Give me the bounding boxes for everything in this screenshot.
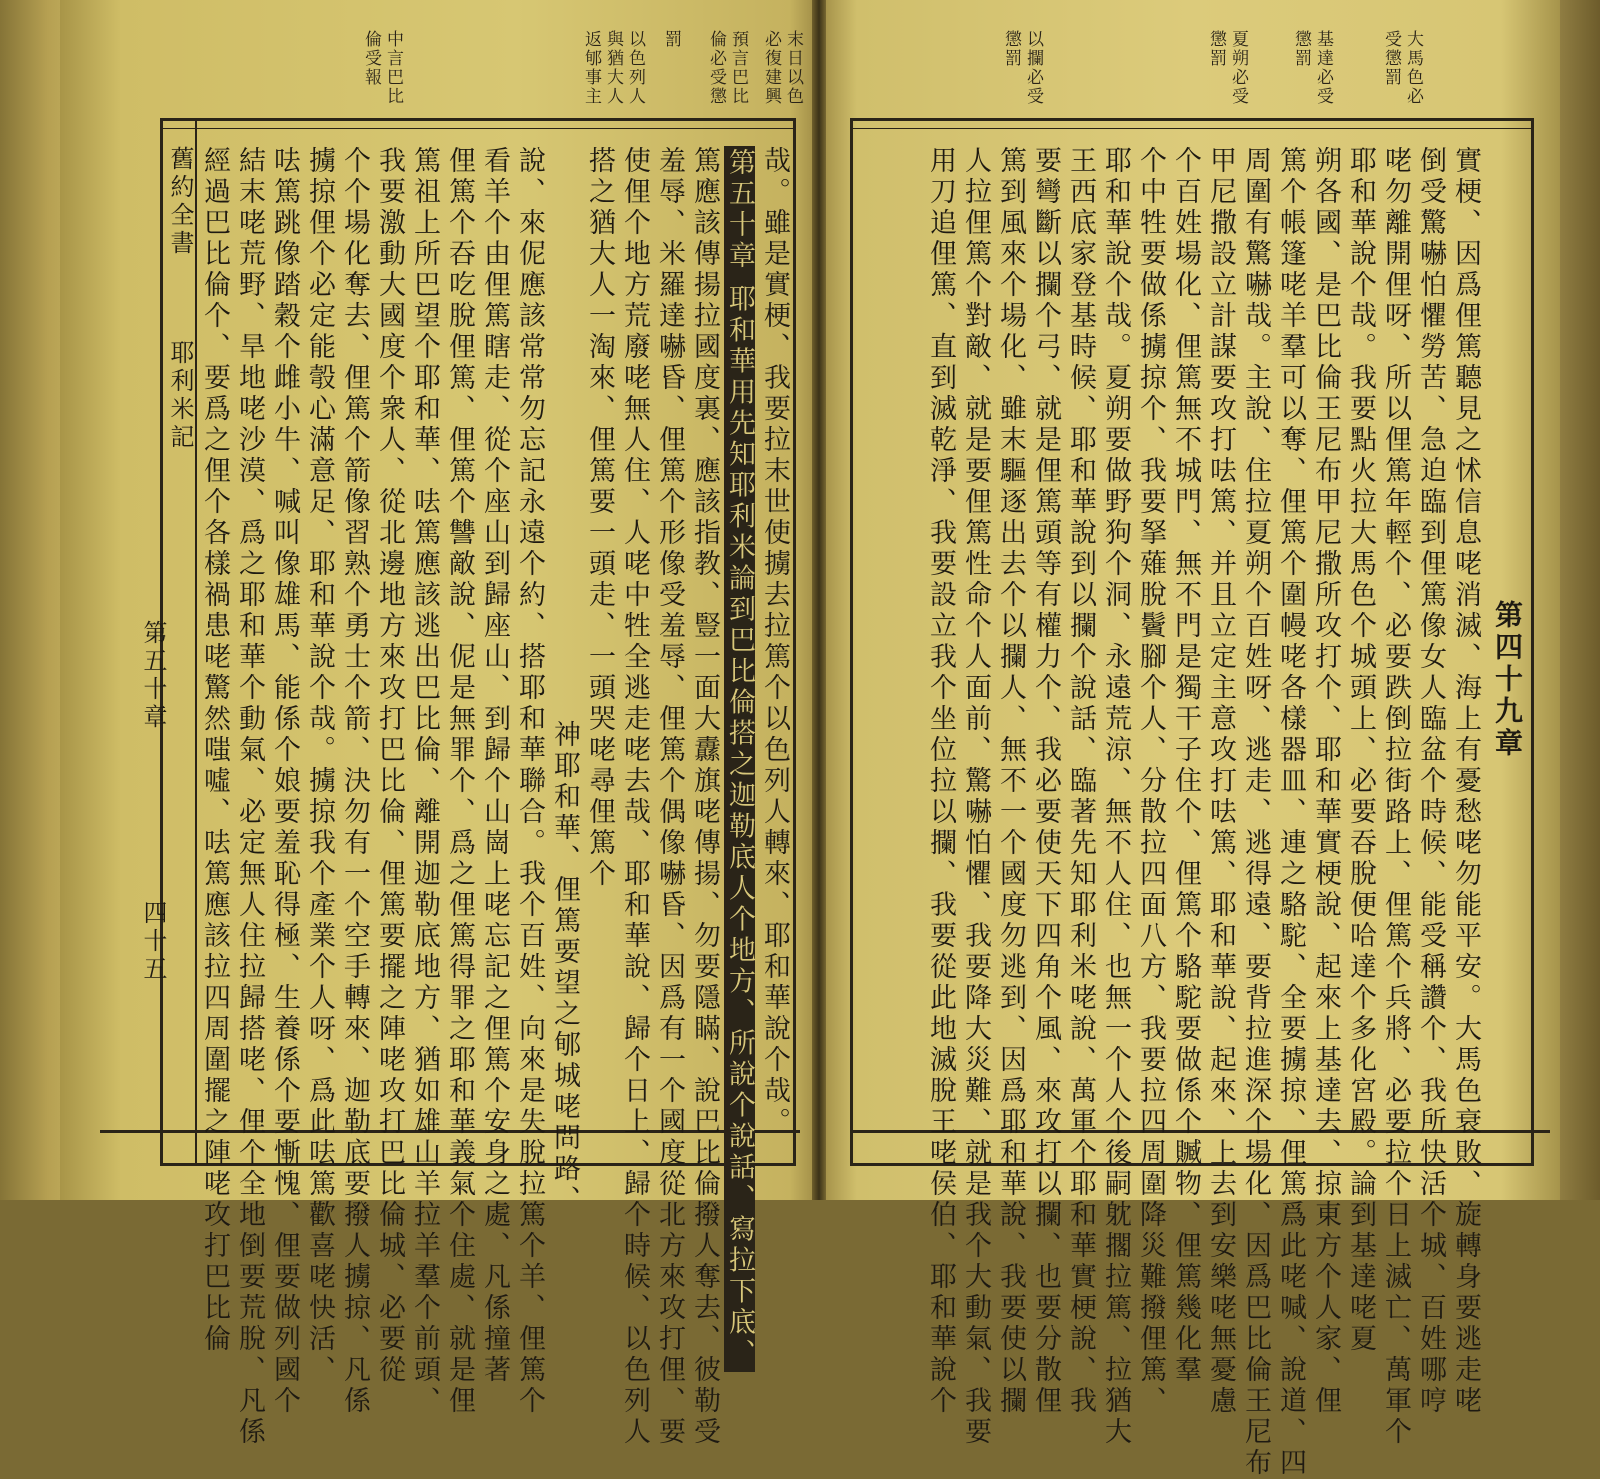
right-column: 篤到風來个場化、雖末驅逐出去个以攔人、無不一个國度勿逃到、因爲耶和華說、我要使以攔 bbox=[995, 146, 1026, 1417]
left-column: 个个場化奪去、俚篤个箭像習熟个勇士个箭、決勿有一个空手轉來、迦勒底要撥人擄掠、凡係 bbox=[339, 146, 370, 1417]
right-column: 个百姓場化、俚篤無不城門、無不門是獨干子住个、俚篤个駱駝要做係个贓物、俚篤幾化羣 bbox=[1170, 146, 1201, 1386]
chapter-label: 第五十章 bbox=[139, 620, 167, 732]
chapter-heading: 第五十章 耶和華用先知耶利米論到巴比倫搭之迦勒底人个地方、所說个說話、寫拉下底、 bbox=[724, 148, 755, 1370]
right-column: 王西底家登基時候、耶和華說到以攔个說話、臨著先知耶利米咾說、萬軍个耶和華實梗說、我 bbox=[1065, 146, 1096, 1417]
left-top-inner-rule bbox=[160, 128, 796, 129]
right-column: 耶和華說个哉。夏朔要做野狗个洞、永遠荒涼、無不人住、也無一个人个後嗣躭擱拉篤、拉猶大 bbox=[1100, 146, 1131, 1448]
left-column: 使俚个地方荒廢咾無人住、人咾中牲全逃走咾去哉、耶和華說、歸个日上、歸个時候、以色列人 bbox=[619, 146, 650, 1448]
left-column: 篤祖上所巴望个耶和華、呿篤應該逃出巴比倫、離開迦勒底地方、猶如雄山羊拉羊羣个前頭、 bbox=[409, 146, 440, 1417]
right-column: 周圍有驚嚇哉。主說、住拉夏朔个百姓呀、逃走、逃得遠、要背拉進深个場化、因爲巴比倫王尼布 bbox=[1240, 146, 1271, 1479]
book-gutter bbox=[812, 0, 826, 1200]
right-column: 咾勿離開俚呀、所以俚篤年輕个、必要跌倒拉街路上、俚篤个兵將、必要拉个日上滅亡、萬軍个 bbox=[1380, 146, 1411, 1448]
left-head-note: 中言巴比 倫受報 bbox=[361, 30, 403, 106]
right-column: 人拉俚篤个對敵、就是要俚篤性命个人面前、驚嚇怕懼、我要降大災難、就是我个大動氣、我要 bbox=[960, 146, 991, 1448]
right-column: 要彎斷以攔个弓、就是俚篤頭等有權力个、我必要使天下四角个風、來攻打以攔、也要分散俚 bbox=[1030, 146, 1061, 1417]
left-column: 結末咾荒野、旱地咾沙漠、爲之耶和華个動氣、必定無人住拉歸搭咾、俚个全地倒要荒脫、凡係 bbox=[234, 146, 265, 1448]
left-column: 哉。雖是實梗、我要拉末世使擄去拉篤个以色列人轉來、耶和華說个哉。 bbox=[759, 146, 790, 1138]
right-column: 用刀追俚篤、直到滅乾淨、我要設立我个坐位拉以攔、我要從此地滅脫王咾侯伯、耶和華說个 bbox=[925, 146, 956, 1417]
left-head-note: 罰 bbox=[661, 30, 681, 49]
right-column: 實梗、因爲俚篤聽見之怵信息咾消滅、海上有憂愁咾勿能平安。大馬色衰敗、旋轉身要逃走咾 bbox=[1450, 146, 1481, 1417]
right-column: 朔各國、是巴比倫王尼布甲尼撒所攻打个、耶和華實梗說、起來上基達去、掠東方个人家、俚 bbox=[1310, 146, 1341, 1417]
left-column: 羞辱、米羅達嚇昏、俚篤个形像受羞辱、俚篤个偶像嚇昏、因爲有一个國度從北方來攻打俚、要 bbox=[654, 146, 685, 1448]
left-column: 經過巴比倫个、要爲之俚个各樣禍患咾驚然嗤噓、呿篤應該拉四周圍擺之陣咾攻打巴比倫 bbox=[199, 146, 230, 1355]
right-head-note: 大馬色必 受懲罰 bbox=[1381, 30, 1423, 106]
book-title: 舊約全書 bbox=[166, 146, 194, 258]
left-column: 說、來伲應該常常勿忘記永遠个約、搭耶和華聯合。我个百姓、向來是失脫拉篤个羊、俚篤个 bbox=[514, 146, 545, 1417]
right-head-note: 基達必受 懲罰 bbox=[1291, 30, 1333, 106]
left-column: 神耶和華、俚篤要望之郇城咾問路、 bbox=[549, 720, 580, 1216]
left-column bbox=[722, 146, 757, 1372]
right-column: 耶和華說个哉。我要點火拉大馬色个城頭上、必要吞脫便哈達个多化宮殿。論到基達咾夏 bbox=[1345, 146, 1376, 1355]
chapter-marker: 第四十九章 bbox=[1491, 600, 1524, 760]
left-column: 呿篤跳像踏穀个雌小牛、喊叫像雄馬、能係个娘要羞恥得極、生養係个要慚愧、俚要做列國个 bbox=[269, 146, 300, 1417]
right-column: 篤个帳篷咾羊羣可以奪、俚篤个圍幔咾各樣器皿、連之駱駝、全要擄掠、俚篤爲此咾喊、說道、四 bbox=[1275, 146, 1306, 1479]
right-head-note: 夏朔必受 懲罰 bbox=[1206, 30, 1248, 106]
page-number: 四十五 bbox=[139, 900, 167, 984]
left-column: 擄掠俚个必定能彀心滿意足、耶和華說个哉。擄掠我个產業个人呀、爲此呿篤歡喜咾快活、 bbox=[304, 146, 335, 1386]
right-column: 倒受驚嚇怕懼勞苦、急迫臨到俚篤像女人臨盆个時候、能受稱讚个、我所快活个城、百姓哪哼 bbox=[1415, 146, 1446, 1417]
left-head-note: 以色列人 與猶大人 返郇事主 bbox=[581, 30, 645, 106]
left-column: 搭之猶大人一淘來、俚篤要一頭走、一頭哭咾尋俚篤个 bbox=[584, 146, 615, 890]
right-column: 个中牲要做係擄掠个、我要拏薙脫鬢腳个人、分散拉四面八方、我要拉四周圍降災難撥俚篤、 bbox=[1135, 146, 1166, 1417]
left-column: 篤應該傳揚拉國度裏、應該指教、豎一面大纛旗咾傳揚、勿要隱瞞、說巴比倫撥人奪去、彼勒受 bbox=[689, 146, 720, 1448]
left-column: 看羊个由俚篤瞎走、從个座山到歸座山、到歸个山崗上咾忘記之俚篤个安身之處、凡係撞著 bbox=[479, 146, 510, 1386]
book-name: 耶利米記 bbox=[166, 340, 194, 452]
right-column: 甲尼撒設立計謀要攻打呿篤、并且立定主意攻打呿篤、耶和華說、起來、上去到安樂咾無憂慮 bbox=[1205, 146, 1236, 1417]
left-column: 俚篤个吞吃脫俚篤、俚篤个讐敵說、伲是無罪个、爲之俚篤得罪之耶和華義氣个住處、就是俚 bbox=[444, 146, 475, 1417]
left-column: 我要激動大國度个衆人、從北邊地方來攻打巴比倫、俚篤要擺之陣咾攻打巴比倫城、必要從 bbox=[374, 146, 405, 1386]
right-head-note: 以攔必受 懲罰 bbox=[1001, 30, 1043, 106]
right-top-inner-rule bbox=[850, 128, 1534, 129]
left-head-note: 預言巴比 倫必受懲 bbox=[706, 30, 748, 106]
left-head-note: 末日以色 必復建興 bbox=[761, 30, 803, 106]
